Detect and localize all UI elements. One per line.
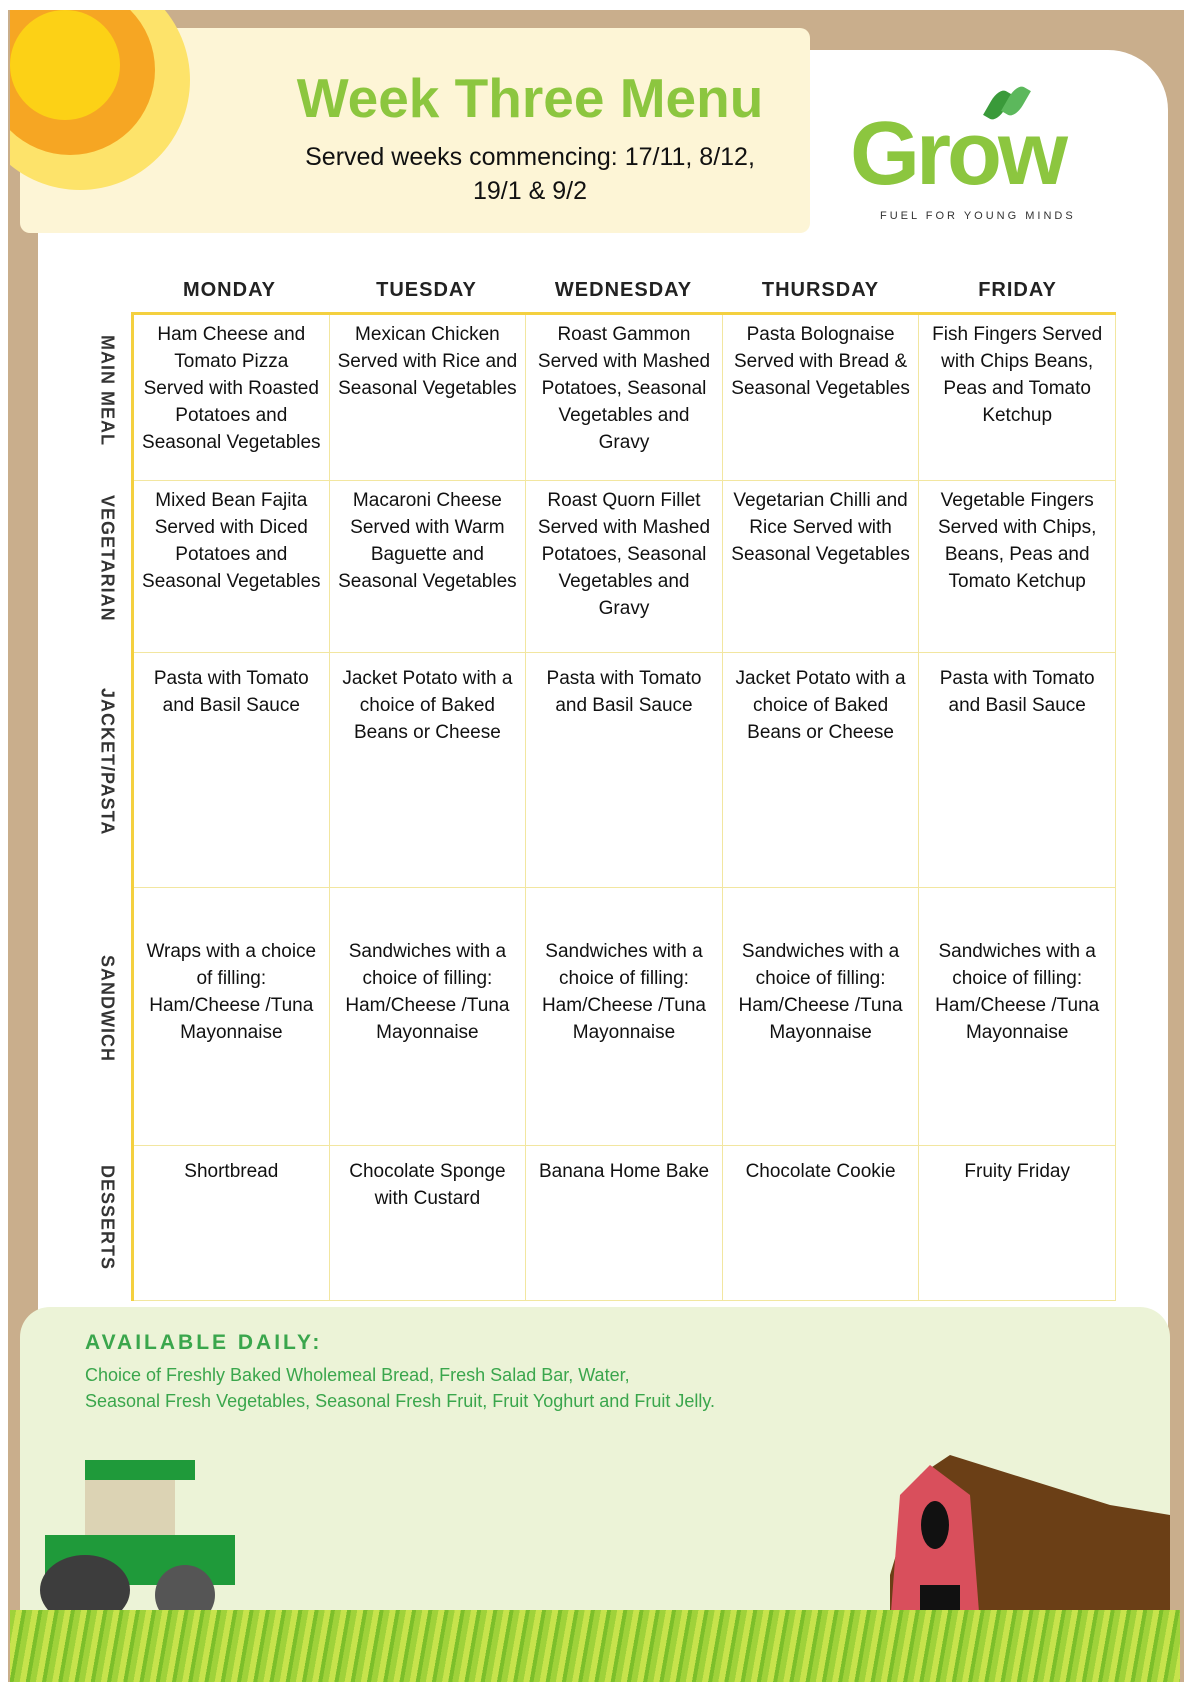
row-label-text: MAIN MEAL (97, 335, 118, 446)
day-friday: FRIDAY (978, 279, 1057, 301)
menu-cell: Macaroni Cheese Served with Warm Baguette and Seasonal Vegetables (329, 481, 526, 653)
menu-cell: Pasta with Tomato and Basil Sauce (919, 653, 1116, 888)
tractor-illustration (35, 1455, 275, 1625)
row-label-jacket-pasta (82, 688, 132, 868)
menu-table (131, 312, 1116, 1301)
menu-cell: Sandwiches with a choice of filling: Ham/Cheese /Tuna Mayonnaise (919, 888, 1116, 1146)
daily-line-2: Seasonal Fresh Vegetables, Seasonal Fresh Fruit, Fruit Yoghurt and Fruit Jelly. (85, 1391, 715, 1411)
day-wednesday: WEDNESDAY (554, 279, 693, 301)
menu-cell: Chocolate Cookie (722, 1146, 919, 1301)
available-daily-text (85, 1362, 715, 1414)
row-label-main-meal (82, 335, 132, 475)
row-label-vegetarian (82, 495, 132, 645)
row-label-text: VEGETARIAN (97, 495, 118, 622)
weeks-commencing (270, 140, 790, 208)
grass-border (10, 1610, 1180, 1682)
daily-line-1: Choice of Freshly Baked Wholemeal Bread, Fresh Salad Bar, Water, (85, 1365, 630, 1385)
menu-cell: Banana Home Bake (526, 1146, 723, 1301)
menu-cell: Sandwiches with a choice of filling: Ham/Cheese /Tuna Mayonnaise (329, 888, 526, 1146)
available-daily-heading: AVAILABLE DAILY: (85, 1331, 323, 1354)
weeks-line-2: 19/1 & 9/2 (473, 177, 587, 205)
menu-cell: Roast Gammon Served with Mashed Potatoes, Seasonal Vegetables and Gravy (526, 314, 723, 481)
menu-row (133, 888, 1116, 1146)
barn-illustration (890, 1455, 1180, 1625)
sunflower-illustration (10, 10, 240, 250)
logo-tagline: FUEL FOR YOUNG MINDS (880, 210, 1076, 222)
menu-cell: Vegetable Fingers Served with Chips, Beans, Peas and Tomato Ketchup (919, 481, 1116, 653)
row-label-sandwich (82, 955, 132, 1075)
day-thursday: THURSDAY (761, 279, 880, 301)
row-label-text: DESSERTS (97, 1165, 118, 1271)
menu-cell: Chocolate Sponge with Custard (329, 1146, 526, 1301)
menu-cell: Sandwiches with a choice of filling: Ham/Cheese /Tuna Mayonnaise (722, 888, 919, 1146)
day-monday: MONDAY (182, 279, 277, 301)
page-title: Week Three Menu (296, 67, 764, 129)
row-label-text: JACKET/PASTA (97, 688, 118, 836)
menu-cell: Jacket Potato with a choice of Baked Beans or Cheese (329, 653, 526, 888)
menu-row (133, 653, 1116, 888)
menu-cell: Wraps with a choice of filling: Ham/Cheese /Tuna Mayonnaise (133, 888, 330, 1146)
menu-cell: Mixed Bean Fajita Served with Diced Potatoes and Seasonal Vegetables (133, 481, 330, 653)
menu-cell: Ham Cheese and Tomato Pizza Served with Roasted Potatoes and Seasonal Vegetables (133, 314, 330, 481)
menu-cell: Pasta with Tomato and Basil Sauce (526, 653, 723, 888)
menu-cell: Roast Quorn Fillet Served with Mashed Potatoes, Seasonal Vegetables and Gravy (526, 481, 723, 653)
menu-cell: Fruity Friday (919, 1146, 1116, 1301)
menu-cell: Pasta Bolognaise Served with Bread & Seasonal Vegetables (722, 314, 919, 481)
row-label-text: SANDWICH (97, 955, 118, 1062)
logo-wordmark: Grow (850, 104, 1065, 204)
menu-cell: Pasta with Tomato and Basil Sauce (133, 653, 330, 888)
weeks-line-1: Served weeks commencing: 17/11, 8/12, (305, 143, 755, 171)
row-label-desserts (82, 1165, 132, 1285)
day-tuesday: TUESDAY (376, 279, 477, 301)
menu-cell: Sandwiches with a choice of filling: Ham/Cheese /Tuna Mayonnaise (526, 888, 723, 1146)
day-headers (131, 278, 1116, 302)
menu-cell: Fish Fingers Served with Chips Beans, Peas and Tomato Ketchup (919, 314, 1116, 481)
grow-logo (850, 95, 1110, 230)
menu-row (133, 1146, 1116, 1301)
menu-cell: Shortbread (133, 1146, 330, 1301)
menu-cell: Mexican Chicken Served with Rice and Seasonal Vegetables (329, 314, 526, 481)
menu-cell: Vegetarian Chilli and Rice Served with Seasonal Vegetables (722, 481, 919, 653)
menu-row (133, 481, 1116, 653)
menu-cell: Jacket Potato with a choice of Baked Beans or Cheese (722, 653, 919, 888)
menu-row (133, 314, 1116, 481)
